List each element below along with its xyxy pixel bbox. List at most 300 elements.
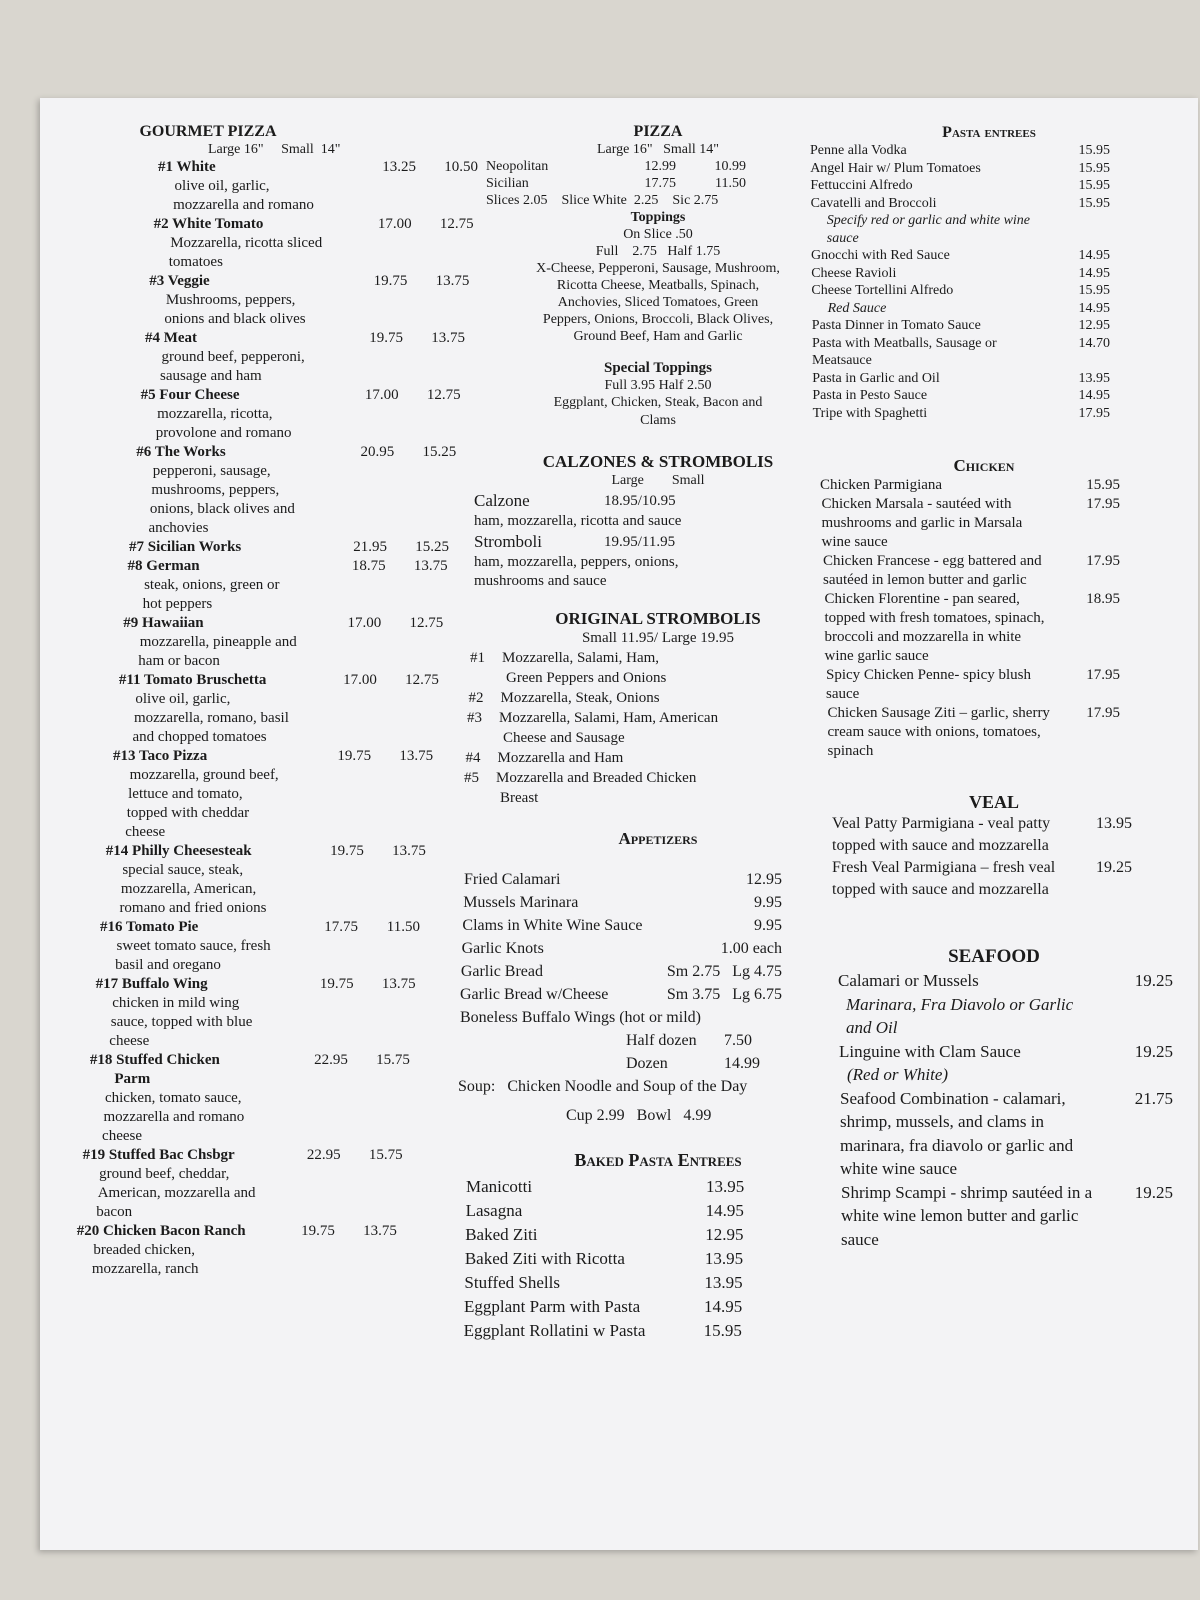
pasta-item-price: 15.95 [1078, 283, 1110, 298]
seafood-item-price: 19.25 [1134, 1041, 1173, 1061]
special-toppings-price: Full 3.95 Half 2.50 [604, 378, 712, 393]
gourmet-item [48, 386, 478, 443]
baked-pasta-price: 13.95 [706, 1177, 745, 1196]
baked-pasta-row [466, 1199, 848, 1223]
gourmet-item-name: #5 Four Cheese [140, 387, 240, 403]
gourmet-item-desc: anchovies [148, 520, 209, 536]
pizza-row-small: 11.50 [715, 176, 746, 191]
dozen-price: 14.99 [724, 1055, 760, 1072]
pasta-item-price: 15.95 [1078, 178, 1110, 193]
appetizer-price: Sm 2.75 Lg 4.75 [666, 963, 782, 980]
stromboli-text: Mozzarella, Salami, Ham, [502, 650, 660, 666]
special-toppings-title: Special Toppings [604, 360, 712, 376]
baked-pasta-row [466, 1175, 848, 1199]
appetizer-name: Mussels Marinara [463, 894, 579, 911]
baked-pasta-row [465, 1223, 848, 1247]
gourmet-item [48, 443, 478, 538]
cup-bowl-line: Cup 2.99 Bowl 4.99 [566, 1107, 712, 1124]
gourmet-item-large: 18.75 [351, 558, 386, 574]
calzone-item-price: 18.95/10.95 [604, 493, 676, 509]
gourmet-item-desc: special sauce, steak, [122, 862, 244, 878]
pasta-item-price: 14.95 [1078, 265, 1110, 281]
soup-line: Soup: Chicken Noodle and Soup of the Day [458, 1078, 748, 1095]
seafood-item [840, 1087, 1173, 1181]
gourmet-item-large: 20.95 [360, 444, 395, 460]
gourmet-item-large: 17.75 [324, 919, 358, 935]
stromboli-number: #1 [470, 650, 485, 666]
chicken-item-price: 17.95 [1086, 553, 1120, 569]
calzones-title: CALZONES & STROMBOLIS [542, 452, 774, 471]
gourmet-item-desc: chicken in mild wing [112, 995, 240, 1011]
gourmet-item-row [48, 1146, 478, 1165]
gourmet-pizza-column [48, 122, 478, 1279]
gourmet-item-name: #8 German [127, 558, 200, 574]
stromboli-text: Breast [500, 790, 539, 806]
pasta-item-name: Pasta in Garlic and Oil [812, 370, 940, 386]
baked-pasta-name: Eggplant Parm with Pasta [464, 1297, 641, 1316]
appetizer-price: 12.95 [746, 871, 782, 888]
baked-pasta-price: 14.95 [704, 1297, 743, 1316]
baked-pasta-list [463, 1175, 848, 1343]
gourmet-item-small: 12.75 [426, 387, 461, 403]
pasta-item-price: 14.95 [1078, 248, 1110, 263]
gourmet-item-desc: onions, black olives and [149, 501, 295, 517]
pasta-item-price: 13.95 [1078, 370, 1110, 386]
baked-pasta-name: Baked Ziti [465, 1225, 538, 1244]
stromboli-number: #5 [464, 770, 479, 786]
half-dozen-label: Half dozen [626, 1032, 697, 1049]
gourmet-item-desc: cheese [125, 824, 166, 840]
appetizer-row [462, 937, 782, 960]
gourmet-item-desc: and chopped tomatoes [132, 729, 267, 745]
right-column [810, 124, 1198, 1251]
seafood-list [838, 969, 1173, 1251]
veal-item-price: 13.95 [1096, 815, 1132, 832]
gourmet-item-name: #11 Tomato Bruschetta [118, 672, 267, 688]
gourmet-item-name: #19 Stuffed Bac Chsbgr [82, 1147, 235, 1163]
stromboli-line [467, 728, 848, 748]
gourmet-item-row [48, 329, 478, 348]
gourmet-item-small: 15.25 [415, 539, 449, 555]
pasta-item-price: 14.70 [1078, 335, 1110, 351]
appetizer-name: Fried Calamari [464, 871, 561, 888]
gourmet-item-small: 15.25 [422, 444, 457, 460]
chicken-item-name: Chicken Florentine - pan seared, topped with fresh tomatoes, spinach, broccoli and mozzarella in white wine garlic sauce [824, 591, 1045, 664]
pasta-item-name: Pasta with Meatballs, Sausage or Meatsauce [812, 335, 997, 368]
stromboli-number: #4 [465, 750, 481, 766]
gourmet-item [48, 158, 478, 215]
gourmet-item-large: 22.95 [314, 1052, 348, 1068]
gourmet-item-small: 12.75 [409, 615, 444, 631]
original-strombolis-list [464, 648, 848, 808]
gourmet-item-desc: romano and fried onions [119, 900, 267, 916]
special-toppings-list [468, 394, 848, 430]
gourmet-item [48, 215, 478, 272]
gourmet-item-name: #4 Meat [144, 330, 197, 346]
seafood-item-price: 19.25 [1134, 1182, 1173, 1202]
appetizer-price: 1.00 each [720, 940, 782, 957]
gourmet-item-desc: mozzarella, ricotta, [157, 406, 273, 422]
calzone-item-name: Calzone [474, 491, 530, 510]
pasta-item [810, 177, 1110, 195]
toppings-full-half: Full 2.75 Half 1.75 [595, 244, 721, 259]
pasta-item-price: 12.95 [1078, 318, 1110, 333]
gourmet-item-row [48, 272, 478, 291]
pasta-item [812, 387, 1110, 405]
pasta-item-name: Cheese Tortellini Alfredo [811, 283, 954, 298]
gourmet-item [48, 538, 478, 557]
dozen-row [626, 1052, 848, 1075]
baked-pasta-price: 13.95 [704, 1273, 743, 1292]
veal-item-price: 19.25 [1096, 859, 1132, 876]
chicken-list [820, 476, 1120, 761]
baked-pasta-name: Baked Ziti with Ricotta [464, 1249, 625, 1268]
pasta-item-name: Specify red or garlic and white wine sauce [826, 213, 1031, 246]
pizza-sizes: Large 16" Small 14" [597, 142, 719, 157]
baked-pasta-name: Eggplant Rollatini w Pasta [463, 1321, 646, 1340]
chicken-item-name: Chicken Marsala - sautéed with mushrooms and garlic in Marsala wine sauce [821, 496, 1023, 550]
veal-item-name: Fresh Veal Parmigiana – fresh veal topped with sauce and mozzarella [832, 859, 1056, 898]
gourmet-item-row [48, 747, 478, 766]
stromboli-line [470, 668, 848, 688]
pizza-title: PIZZA [633, 123, 683, 140]
pizza-row [486, 158, 848, 175]
seafood-item [838, 969, 1173, 993]
gourmet-item-row [48, 215, 478, 234]
pizza-slices: Slices 2.05 Slice White 2.25 Sic 2.75 [486, 193, 719, 208]
baked-pasta-name: Lasagna [465, 1201, 523, 1220]
seafood-item [841, 1181, 1173, 1252]
gourmet-item-small: 13.75 [435, 273, 470, 289]
toppings-line: Ground Beef, Ham and Garlic [573, 329, 743, 344]
gourmet-item-desc: ham or bacon [138, 653, 220, 669]
gourmet-item-row [48, 975, 478, 994]
toppings-line: Anchovies, Sliced Tomatoes, Green [557, 295, 759, 310]
pasta-item-name: Tripe with Spaghetti [812, 405, 928, 421]
gourmet-item-desc: cheese [109, 1033, 150, 1049]
gourmet-item [48, 747, 478, 842]
pasta-item-name: Pasta Dinner in Tomato Sauce [811, 318, 981, 333]
gourmet-item-small: 13.75 [381, 976, 416, 992]
appetizer-name: Garlic Bread [460, 963, 543, 980]
gourmet-item-desc: mozzarella, pineapple and [139, 634, 297, 650]
stromboli-number: #2 [468, 690, 484, 706]
gourmet-item-name: #16 Tomato Pie [100, 919, 199, 935]
appetizer-name: Clams in White Wine Sauce [462, 917, 643, 934]
pizza-row-name: Sicilian [486, 176, 529, 191]
gourmet-item-small: 13.75 [363, 1223, 397, 1239]
gourmet-item-row [48, 614, 478, 633]
gourmet-item-small: 13.75 [392, 843, 426, 859]
gourmet-item-desc: mozzarella and romano [173, 197, 314, 213]
stromboli-line [466, 748, 849, 768]
gourmet-item [48, 329, 478, 386]
chicken-title: Chicken [953, 456, 1015, 475]
gourmet-item-name: #2 White Tomato [153, 216, 264, 232]
gourmet-item-large: 19.75 [369, 330, 403, 346]
gourmet-item-name: #18 Stuffed Chicken [89, 1052, 220, 1068]
gourmet-item-name: #14 Philly Cheesesteak [105, 843, 252, 859]
gourmet-item-desc: ground beef, pepperoni, [161, 349, 305, 365]
gourmet-item-large: 17.00 [364, 387, 399, 403]
pasta-item-price: 15.95 [1078, 195, 1110, 211]
stromboli-text: Cheese and Sausage [503, 730, 625, 746]
toppings-on-slice: On Slice .50 [623, 227, 693, 242]
gourmet-item-row [48, 557, 478, 576]
gourmet-item [48, 557, 478, 614]
gourmet-item-large: 19.75 [337, 748, 372, 764]
appetizer-name: Garlic Knots [461, 940, 544, 957]
pasta-item [813, 405, 1110, 423]
gourmet-item-small: 15.75 [368, 1147, 403, 1163]
veal-list [832, 813, 1132, 901]
gourmet-item-small: 13.75 [431, 330, 465, 346]
baked-pasta-row [465, 1247, 848, 1271]
gourmet-item-name: #1 White [158, 159, 216, 175]
baked-pasta-name: Stuffed Shells [464, 1273, 560, 1292]
gourmet-item-name-cont: Parm [114, 1071, 151, 1087]
gourmet-item-row [48, 671, 478, 690]
pasta-item-name: Red Sauce [827, 300, 887, 316]
seafood-title: SEAFOOD [948, 946, 1040, 967]
gourmet-item-desc: ground beef, cheddar, [99, 1166, 230, 1182]
toppings-list [468, 260, 848, 345]
pasta-item [811, 282, 1110, 300]
gourmet-item [48, 1222, 478, 1279]
pasta-item [810, 160, 1110, 178]
baked-pasta-price: 15.95 [703, 1321, 742, 1340]
baked-pasta-row [464, 1295, 848, 1319]
pizza-row [486, 175, 848, 192]
stromboli-line [470, 648, 848, 668]
gourmet-item-desc: hot peppers [142, 596, 213, 612]
appetizers-list [460, 868, 848, 1006]
seafood-item-sub: Marinara, Fra Diavolo or Garlic and Oil [846, 994, 1074, 1037]
wings-line: Boneless Buffalo Wings (hot or mild) [460, 1009, 701, 1026]
seafood-item-name: Seafood Combination - calamari, shrimp, mussels, and clams in marinara, fra diavolo or garlic and white wine sauce [840, 1088, 1074, 1178]
gourmet-item-desc: Mushrooms, peppers, [165, 292, 296, 308]
gourmet-item-desc: chicken, tomato sauce, [104, 1090, 242, 1106]
toppings-title: Toppings [630, 210, 686, 225]
pasta-item-name: Angel Hair w/ Plum Tomatoes [810, 160, 981, 176]
special-toppings-line: Eggplant, Chicken, Steak, Bacon and [553, 395, 763, 410]
chicken-item [826, 666, 1120, 704]
chicken-item [825, 590, 1121, 666]
appetizer-price: Sm 3.75 Lg 6.75 [666, 986, 782, 1003]
special-toppings-line: Clams [640, 413, 676, 428]
gourmet-item [48, 1146, 478, 1222]
gourmet-item-name: #13 Taco Pizza [113, 748, 208, 764]
chicken-item [828, 704, 1121, 761]
calzones-sizes: Large Small [611, 473, 705, 488]
pasta-item [810, 142, 1110, 160]
gourmet-item-desc: basil and oregano [115, 957, 221, 973]
appetizer-row [464, 868, 782, 891]
gourmet-item-desc: olive oil, garlic, [135, 691, 231, 707]
calzone-list [468, 490, 848, 591]
gourmet-item-large: 19.75 [301, 1223, 335, 1239]
chicken-item-name: Chicken Sausage Ziti – garlic, sherry cream sauce with onions, tomatoes, spinach [827, 705, 1050, 759]
original-strombolis-title: ORIGINAL STROMBOLIS [555, 609, 761, 628]
pasta-item [811, 212, 1110, 247]
gourmet-item-desc: tomatoes [168, 254, 223, 270]
dozen-label: Dozen [626, 1055, 668, 1072]
pasta-item-price: 15.95 [1078, 160, 1110, 176]
stromboli-text: Mozzarella and Ham [497, 750, 624, 766]
stromboli-text: Mozzarella, Salami, Ham, American [499, 710, 719, 726]
baked-pasta-row [464, 1271, 848, 1295]
pasta-item-name: Fettuccini Alfredo [810, 178, 913, 193]
gourmet-item [48, 842, 478, 918]
gourmet-item-desc: American, mozzarella and [97, 1185, 256, 1201]
gourmet-item-name: #20 Chicken Bacon Ranch [76, 1223, 246, 1239]
chicken-item [823, 552, 1120, 590]
gourmet-sizes: Large 16" Small 14" [208, 142, 341, 157]
pasta-item-name: Cavatelli and Broccoli [810, 195, 937, 211]
gourmet-item-desc: lettuce and tomato, [128, 786, 243, 802]
stromboli-line [467, 708, 848, 728]
veal-item-name: Veal Patty Parmigiana - veal patty topped with sauce and mozzarella [832, 815, 1051, 854]
chicken-item [822, 495, 1121, 552]
gourmet-item-desc: pepperoni, sausage, [152, 463, 271, 479]
gourmet-item-desc: mozzarella, romano, basil [133, 710, 289, 726]
baked-pasta-title: Baked Pasta Entrees [574, 1150, 742, 1170]
chicken-item-price: 15.95 [1086, 477, 1120, 493]
gourmet-item-large: 19.75 [330, 843, 364, 859]
chicken-item-price: 18.95 [1086, 591, 1120, 607]
veal-item [832, 813, 1132, 857]
gourmet-item-desc: sweet tomato sauce, fresh [116, 938, 271, 954]
gourmet-item-desc: topped with cheddar [126, 805, 250, 821]
gourmet-item-large: 17.00 [343, 672, 377, 688]
gourmet-item-desc: sausage and ham [160, 368, 262, 384]
appetizer-row [460, 983, 782, 1006]
toppings-line: Peppers, Onions, Broccoli, Black Olives, [542, 312, 774, 327]
seafood-item-name: Calamari or Mussels [838, 971, 979, 990]
baked-pasta-name: Manicotti [466, 1177, 533, 1196]
stromboli-text: Mozzarella, Steak, Onions [500, 690, 660, 706]
gourmet-item-small: 15.75 [376, 1052, 410, 1068]
chicken-item-price: 17.95 [1086, 667, 1120, 683]
gourmet-item-desc: provolone and romano [155, 425, 292, 441]
pasta-item-name: Pasta in Pesto Sauce [812, 388, 928, 403]
pasta-list [810, 142, 1110, 422]
pasta-item [812, 335, 1110, 370]
gourmet-item-desc: steak, onions, green or [144, 577, 280, 593]
pasta-title: Pasta entrees [942, 124, 1036, 141]
appetizer-row [463, 891, 782, 914]
chicken-item-name: Chicken Francese - egg battered and sautéed in lemon butter and garlic [823, 553, 1042, 588]
gourmet-item-desc: mozzarella and romano [103, 1109, 245, 1125]
baked-pasta-price: 14.95 [705, 1201, 744, 1220]
pasta-item-price: 14.95 [1078, 388, 1110, 403]
half-dozen-row [626, 1029, 848, 1052]
gourmet-item-name: #6 The Works [136, 444, 226, 460]
pasta-item [811, 265, 1110, 283]
gourmet-item-desc: mozzarella, ranch [91, 1261, 199, 1277]
gourmet-item-large: 19.75 [373, 273, 408, 289]
gourmet-item-row [48, 842, 478, 861]
calzone-item-row [474, 490, 848, 512]
gourmet-item-large: 22.95 [306, 1147, 341, 1163]
toppings-line: Ricotta Cheese, Meatballs, Spinach, [556, 278, 760, 293]
chicken-item [820, 476, 1120, 495]
gourmet-item-desc: breaded chicken, [93, 1242, 195, 1258]
gourmet-item-small: 13.75 [413, 558, 448, 574]
gourmet-item-desc: cheese [102, 1128, 143, 1144]
seafood-item-name: Shrimp Scampi - shrimp sautéed in a white wine lemon butter and garlic sauce [841, 1182, 1093, 1249]
stromboli-line [469, 688, 849, 708]
gourmet-item-row [48, 158, 478, 177]
gourmet-item-desc: bacon [96, 1204, 133, 1220]
seafood-item-name: Linguine with Clam Sauce [839, 1041, 1021, 1061]
gourmet-item-desc: onions and black olives [164, 311, 306, 327]
pasta-item [812, 317, 1110, 335]
pasta-item-price: 17.95 [1078, 405, 1110, 421]
stromboli-number [464, 788, 496, 808]
stromboli-text: Green Peppers and Onions [506, 670, 667, 686]
appetizers-title: Appetizers [618, 829, 698, 848]
gourmet-item-small: 11.50 [386, 919, 420, 935]
veal-title: VEAL [968, 792, 1019, 812]
pizza-row-small: 10.99 [714, 159, 746, 174]
gourmet-item-large: 13.25 [382, 159, 416, 175]
chicken-item-price: 17.95 [1086, 705, 1120, 721]
appetizer-price: 9.95 [754, 917, 782, 934]
calzone-item-price: 19.95/11.95 [604, 534, 676, 550]
gourmet-pizza-title: GOURMET PIZZA [139, 123, 277, 140]
gourmet-item [48, 614, 478, 671]
gourmet-item-row [48, 918, 478, 937]
gourmet-item-large: 17.00 [347, 615, 382, 631]
veal-item [832, 857, 1132, 901]
baked-pasta-price: 12.95 [705, 1225, 744, 1244]
gourmet-item-name: #7 Sicilian Works [129, 539, 242, 555]
pasta-item [812, 300, 1110, 318]
gourmet-item-desc: mushrooms, peppers, [151, 482, 280, 498]
gourmet-item-small: 13.75 [399, 748, 434, 764]
gourmet-item-row [48, 1222, 478, 1241]
gourmet-item-desc: sauce, topped with blue [110, 1014, 253, 1030]
chicken-item-price: 17.95 [1086, 496, 1120, 512]
gourmet-item-desc: olive oil, garlic, [174, 178, 270, 194]
pasta-item-name: Cheese Ravioli [811, 265, 897, 281]
pizza-rows [486, 158, 848, 192]
stromboli-number [470, 668, 502, 688]
gourmet-item-name: #17 Buffalo Wing [95, 976, 208, 992]
pizza-row-name: Neopolitan [486, 159, 549, 174]
gourmet-item-row [48, 386, 478, 405]
stromboli-number [467, 728, 499, 748]
seafood-item-price: 21.75 [1134, 1088, 1173, 1108]
seafood-item-price: 19.25 [1134, 971, 1173, 990]
pasta-item [811, 247, 1110, 265]
gourmet-item-small: 12.75 [439, 216, 474, 232]
gourmet-item [48, 1051, 478, 1146]
gourmet-item-row [48, 443, 478, 462]
calzone-item-desc: ham, mozzarella, peppers, onions, mushrooms and sauce [474, 554, 679, 589]
half-dozen-price: 7.50 [724, 1032, 752, 1049]
menu-sheet [40, 98, 1198, 1550]
seafood-item-sub: (Red or White) [847, 1065, 949, 1084]
appetizer-row [462, 914, 782, 937]
gourmet-item-desc: mozzarella, ground beef, [129, 767, 279, 783]
stromboli-number: #3 [467, 710, 482, 726]
gourmet-item [48, 918, 478, 975]
gourmet-item-row [48, 1051, 478, 1070]
stromboli-line [464, 768, 848, 788]
gourmet-item [48, 671, 478, 747]
